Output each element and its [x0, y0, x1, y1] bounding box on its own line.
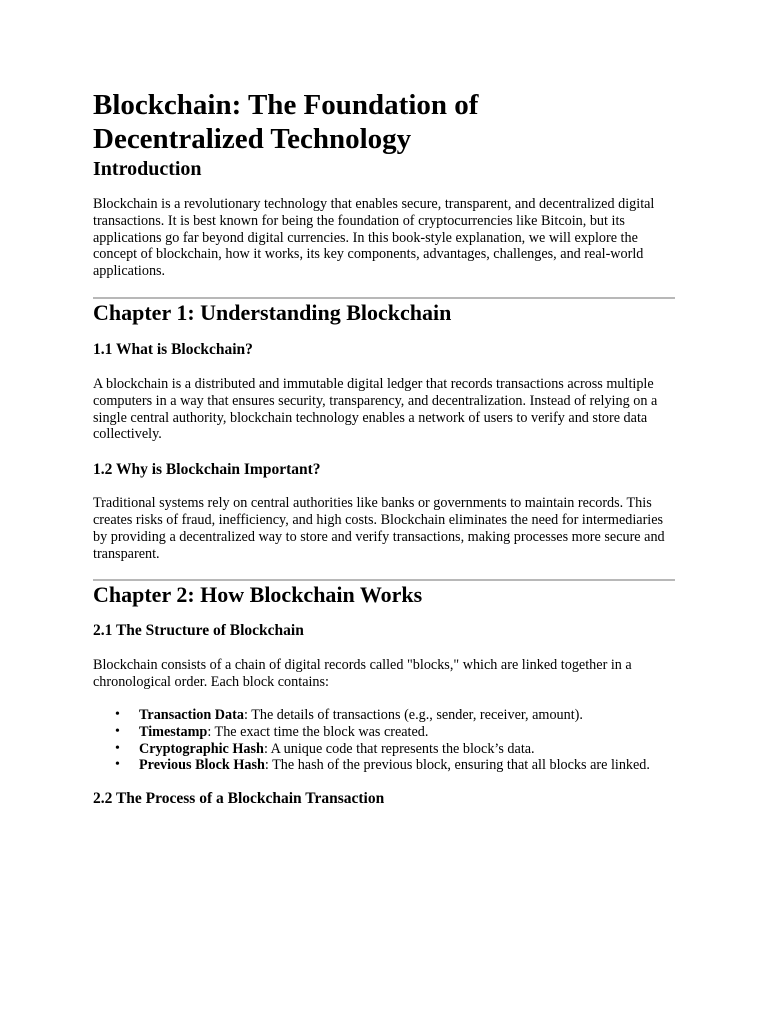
- bullet-icon: •: [115, 757, 120, 773]
- list-item-desc: : A unique code that represents the block’s data.: [263, 740, 535, 757]
- section-1-2-heading: 1.2 Why is Blockchain Important?: [93, 461, 321, 479]
- section-1-1-heading: 1.1 What is Blockchain?: [93, 340, 253, 358]
- section-1-1-paragraph: A blockchain is a distributed and immutable digital ledger that records transactions across multiple computers in a way that ensures security, transparency, and decentralization. Instead of relying on a single central authority, blockchain technology enables a network of users to verify and store data collectively.: [93, 375, 658, 443]
- list-item: [115, 706, 675, 724]
- bullet-icon: •: [115, 723, 120, 739]
- list-item-term: Previous Block Hash: [139, 757, 265, 774]
- section-2-1-paragraph: Blockchain consists of a chain of digital records called "blocks," which are linked together in a chronological order. Each block contains:: [93, 657, 632, 691]
- chapter-2-heading: Chapter 2: How Blockchain Works: [93, 582, 423, 608]
- introduction-heading: Introduction: [93, 158, 202, 180]
- section-2-2-heading: 2.2 The Process of a Blockchain Transaction: [93, 790, 385, 808]
- bullet-icon: •: [115, 706, 120, 722]
- block-contents-list: [93, 707, 675, 774]
- list-item: [115, 740, 675, 758]
- list-item-term: Timestamp: [139, 723, 208, 740]
- list-item-desc: : The hash of the previous block, ensuring that all blocks are linked.: [264, 757, 650, 774]
- chapter-1-heading: Chapter 1: Understanding Blockchain: [93, 299, 452, 325]
- introduction-paragraph: Blockchain is a revolutionary technology that enables secure, transparent, and decentralized digital transactions. It is best known for being the foundation of cryptocurrencies like Bitcoin, but its applications go far beyond digital currencies. In this book-style explanation, we will explore the concept of blockchain, how it works, its key components, advantages, challenges, and real-world applications.: [93, 196, 655, 280]
- list-item-desc: : The details of transactions (e.g., sender, receiver, amount).: [243, 706, 583, 723]
- list-item-desc: : The exact time the block was created.: [207, 723, 429, 740]
- list-item-term: Cryptographic Hash: [139, 740, 264, 757]
- list-item: [115, 723, 675, 741]
- bullet-icon: •: [115, 740, 120, 756]
- section-1-2-paragraph: Traditional systems rely on central authorities like banks or governments to maintain records. This creates risks of fraud, inefficiency, and high costs. Blockchain eliminates the need for intermediaries by providing a decentralized way to store and verify transactions, making processes more secure and transparent.: [93, 495, 665, 562]
- section-2-1-heading: 2.1 The Structure of Blockchain: [93, 622, 304, 640]
- list-item: [115, 757, 675, 774]
- list-item-term: Transaction Data: [139, 706, 244, 723]
- document-title: Blockchain: The Foundation of Decentralized Technology: [93, 89, 479, 155]
